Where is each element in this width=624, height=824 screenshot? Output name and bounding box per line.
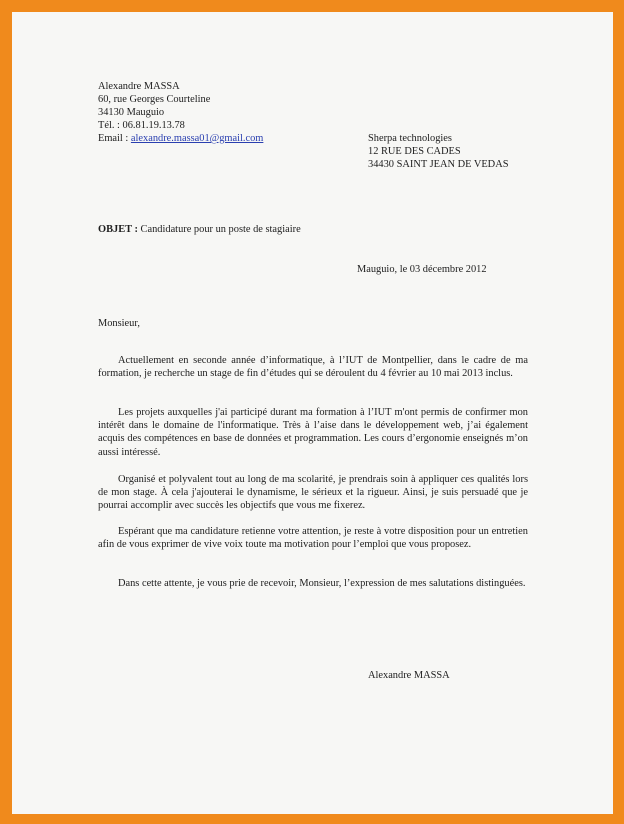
paragraph-3 <box>98 473 528 513</box>
recipient-street: 12 RUE DES CADES <box>368 146 461 157</box>
subject-label: OBJET : <box>98 224 138 235</box>
paragraph-4 <box>98 525 528 551</box>
salutation: Monsieur, <box>98 318 141 329</box>
sender-phone: Tél. : 06.81.19.13.78 <box>98 120 185 131</box>
paragraph-5 <box>98 577 528 590</box>
paragraph-3-text: Organisé et polyvalent tout au long de ma scolarité, je prendrais soin à appliquer ces qualités lors de mon stage. À cela j'ajouterai le dynamisme, le sérieux et la rigueur. Ainsi, je suis persuadé que je pourrai accomplir avec succès les objectifs que vous me fixerez. <box>98 474 528 512</box>
sender-city: 34130 Mauguio <box>98 107 165 118</box>
paragraph-1-text: Actuellement en seconde année d’informatique, à l’IUT de Montpellier, dans le cadre de ma formation, je recherche un stage de fin d’études qui se déroulent du 4 février au 10 mai 2013 inclus. <box>98 355 528 380</box>
subject-line <box>98 223 301 236</box>
sender-email-label: Email : <box>98 133 131 144</box>
paragraph-2-text: Les projets auxquelles j'ai participé durant ma formation à l’IUT m'ont permis de confirmer mon intérêt dans le domaine de l'informatique. Très à l’aise dans le développement web, j’ai également acquis des compétences en base de données et programmation. Les cours d’ergonomie enseignés m’on aussi intéressé. <box>98 407 528 458</box>
paragraph-1 <box>98 354 528 380</box>
letter-page <box>12 12 613 814</box>
sender-name: Alexandre MASSA <box>98 81 180 92</box>
letter-date: Mauguio, le 03 décembre 2012 <box>357 264 487 275</box>
recipient-city: 34430 SAINT JEAN DE VEDAS <box>368 159 509 170</box>
sender-email-link[interactable]: alexandre.massa01@gmail.com <box>130 133 264 144</box>
signature: Alexandre MASSA <box>368 670 450 681</box>
subject-text: Candidature pour un poste de stagiaire <box>137 224 301 235</box>
paragraph-2 <box>98 406 528 459</box>
paragraph-5-text: Dans cette attente, je vous prie de recevoir, Monsieur, l’expression de mes salutations distinguées. <box>118 578 526 589</box>
sender-email-line <box>98 132 263 145</box>
sender-street: 60, rue Georges Courteline <box>98 94 211 105</box>
recipient-company: Sherpa technologies <box>368 133 452 144</box>
paragraph-4-text: Espérant que ma candidature retienne votre attention, je reste à votre disposition pour un entretien afin de vous exprimer de vive voix toute ma motivation pour l’emploi que vous proposez. <box>98 526 528 551</box>
